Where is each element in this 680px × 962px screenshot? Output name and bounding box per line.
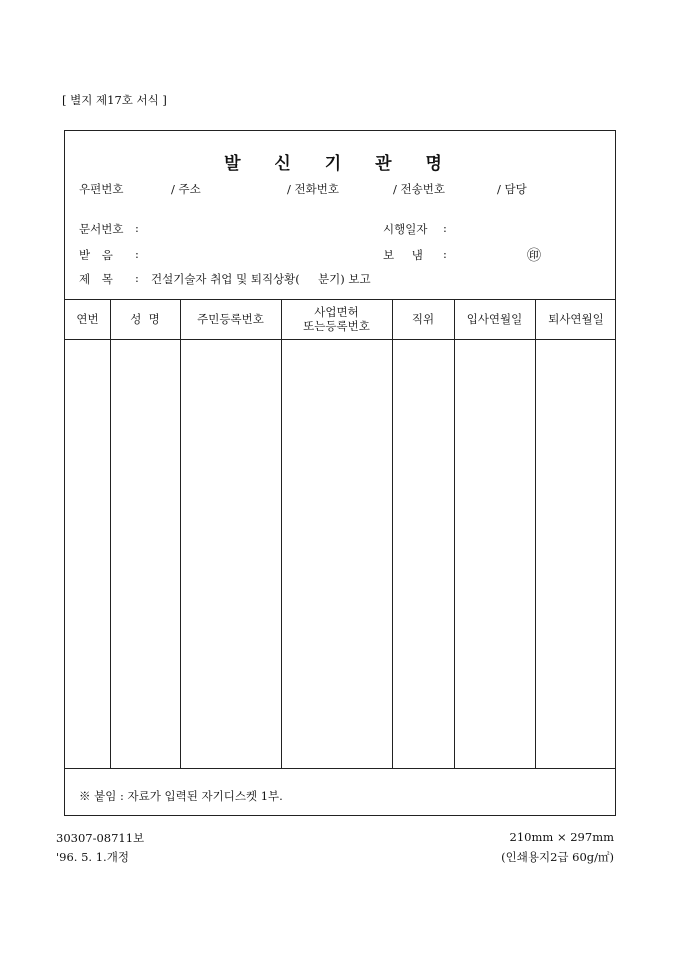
sender-label: 보 냄	[383, 248, 423, 262]
header-hire-date: 입사연월일	[466, 312, 523, 326]
sender-colon: :	[443, 247, 447, 261]
col-divider	[454, 299, 455, 768]
doc-number-label: 문서번호	[79, 222, 124, 236]
fax-label: / 전송번호	[393, 182, 445, 196]
contact-person-label: / 담당	[497, 182, 527, 196]
col-divider	[281, 299, 282, 768]
phone-label: / 전화번호	[287, 182, 339, 196]
header-name: 성 명	[130, 312, 160, 326]
enforce-date-label: 시행일자	[383, 222, 428, 236]
form-label: [ 별지 제17호 서식 ]	[62, 93, 167, 107]
header-position: 직위	[411, 312, 435, 326]
postal-code-label: 우편번호	[79, 182, 124, 196]
recipient-colon: :	[135, 247, 139, 261]
form-code: 30307-08711보	[56, 831, 145, 845]
paper-spec: (인쇄용지2급 60g/㎡)	[501, 850, 614, 864]
header-license-line1: 사업면허	[314, 305, 359, 319]
subject-label: 제 목	[79, 272, 113, 286]
subject-colon: :	[135, 271, 139, 285]
header-resident-no: 주민등록번호	[197, 312, 264, 326]
table-header-line	[65, 339, 615, 340]
address-label: / 주소	[171, 182, 201, 196]
enforce-date-colon: :	[443, 221, 447, 235]
doc-number-colon: :	[135, 221, 139, 235]
col-divider	[110, 299, 111, 768]
col-divider	[180, 299, 181, 768]
header-seq: 연번	[76, 312, 99, 326]
form-frame	[64, 130, 616, 816]
table-bottom-line	[65, 768, 615, 769]
recipient-label: 받 음	[79, 248, 113, 262]
revision-date: '96. 5. 1.개정	[56, 850, 129, 864]
header-leave-date: 퇴사연월일	[548, 312, 604, 326]
attachment-note: ※ 붙임 : 자료가 입력된 자기디스켓 1부.	[79, 789, 283, 803]
seal-mark: ㊞	[527, 248, 541, 264]
col-divider	[535, 299, 536, 768]
sender-org-title: 발 신 기 관 명	[224, 154, 456, 174]
col-divider	[392, 299, 393, 768]
header-license-no	[281, 299, 392, 339]
header-license-line2: 또는등록번호	[303, 319, 370, 333]
subject-value: 건설기술자 취업 및 퇴직상황( 분기) 보고	[151, 272, 371, 286]
paper-size: 210mm × 297mm	[509, 830, 614, 844]
